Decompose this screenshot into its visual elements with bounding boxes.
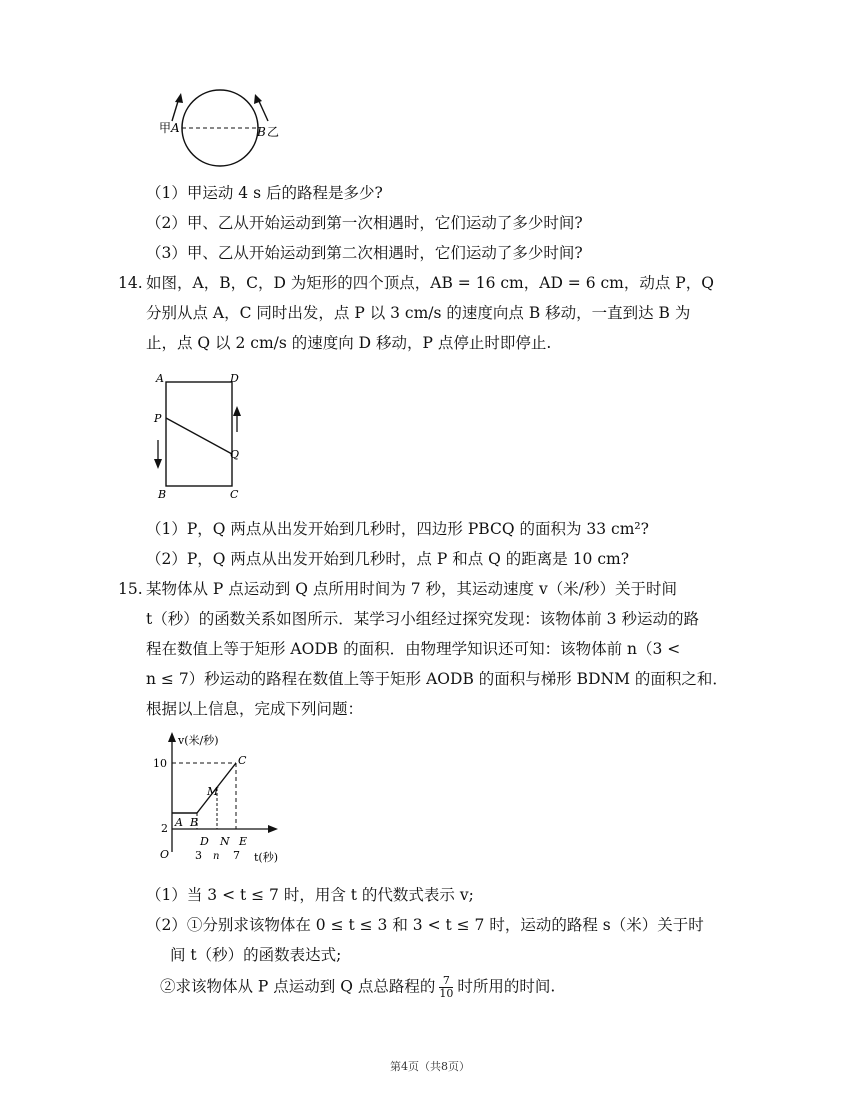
svg-text:Q: Q bbox=[230, 448, 240, 461]
svg-text:t(秒): t(秒) bbox=[254, 851, 279, 864]
svg-text:n: n bbox=[213, 851, 220, 862]
svg-text:C: C bbox=[230, 488, 239, 501]
svg-text:2: 2 bbox=[161, 822, 168, 835]
svg-text:O: O bbox=[160, 848, 170, 861]
circle-figure bbox=[150, 88, 290, 170]
svg-text:3: 3 bbox=[195, 849, 202, 862]
q14-sub1: （1）P，Q 两点从出发开始到几秒时，四边形 PBCQ 的面积为 33 cm²? bbox=[146, 520, 649, 538]
q15-line4: n ≤ 7）秒运动的路程在数值上等于矩形 AODB 的面积与梯形 BDNM 的面积之和． bbox=[146, 670, 728, 688]
svg-text:v(米/秒): v(米/秒) bbox=[178, 734, 219, 747]
q14-line3: 止，点 Q 以 2 cm/s 的速度向 D 移动，P 点停止时即停止. bbox=[146, 334, 552, 352]
q15-sub2: （2）①分别求该物体在 0 ≤ t ≤ 3 和 3 < t ≤ 7 时，运动的路程 s（米）关于时 bbox=[146, 916, 704, 934]
q15-line3: 程在数值上等于矩形 AODB 的面积．由物理学知识还可知：该物体前 n（3 < bbox=[146, 640, 681, 658]
q14-number: 14. bbox=[118, 274, 143, 292]
q15-sub2-cont: 间 t（秒）的函数表达式; bbox=[170, 946, 342, 964]
q15-sub1: （1）当 3 < t ≤ 7 时，用含 t 的代数式表示 v; bbox=[146, 886, 474, 904]
label-a: A bbox=[171, 121, 180, 135]
q13-sub2: （2）甲、乙从开始运动到第一次相遇时，它们运动了多少时间? bbox=[146, 214, 583, 232]
label-yi: 乙 bbox=[267, 125, 280, 139]
q13-sub3: （3）甲、乙从开始运动到第二次相遇时，它们运动了多少时间? bbox=[146, 244, 583, 262]
velocity-time-graph bbox=[150, 728, 320, 868]
svg-text:B: B bbox=[158, 488, 167, 501]
q14-sub2: （2）P，Q 两点从出发开始到几秒时，点 P 和点 Q 的距离是 10 cm? bbox=[146, 550, 630, 568]
svg-text:N: N bbox=[220, 835, 230, 848]
svg-text:M: M bbox=[207, 785, 219, 798]
label-b: B bbox=[257, 125, 266, 139]
svg-text:7: 7 bbox=[233, 849, 240, 862]
svg-text:A: A bbox=[156, 372, 164, 385]
svg-text:10: 10 bbox=[153, 757, 167, 770]
page-footer: 第4页（共8页） bbox=[390, 1060, 470, 1073]
svg-text:P: P bbox=[154, 412, 162, 425]
q14-line1: 如图，A，B，C，D 为矩形的四个顶点，AB = 16 cm，AD = 6 cm，动点 P，Q bbox=[146, 274, 714, 292]
svg-text:B: B bbox=[190, 816, 199, 829]
svg-text:D: D bbox=[200, 835, 209, 848]
svg-text:E: E bbox=[239, 835, 248, 848]
svg-text:D: D bbox=[230, 372, 239, 385]
q14-line2: 分别从点 A，C 同时出发，点 P 以 3 cm/s 的速度向点 B 移动，一直到达 B 为 bbox=[146, 304, 691, 322]
rectangle-figure bbox=[150, 370, 250, 502]
q15-line1: 某物体从 P 点运动到 Q 点所用时间为 7 秒，其运动速度 v（米/秒）关于时间 bbox=[146, 580, 677, 598]
label-jia: 甲 bbox=[159, 121, 172, 135]
q15-line2: t（秒）的函数关系如图所示．某学习小组经过探究发现：该物体前 3 秒运动的路 bbox=[146, 610, 699, 628]
q15-line5: 根据以上信息，完成下列问题： bbox=[146, 700, 364, 718]
svg-text:A: A bbox=[175, 816, 183, 829]
svg-text:C: C bbox=[238, 754, 247, 767]
q15-sub2-part2: ②求该物体从 P 点运动到 Q 点总路程的 $\frac{7}{10}$ 时所用的时间. bbox=[160, 974, 556, 1000]
q13-sub1: （1）甲运动 4 s 后的路程是多少? bbox=[146, 184, 383, 202]
q15-number: 15. bbox=[118, 580, 143, 598]
fraction: $\frac{7}{10}$ bbox=[439, 974, 454, 1000]
